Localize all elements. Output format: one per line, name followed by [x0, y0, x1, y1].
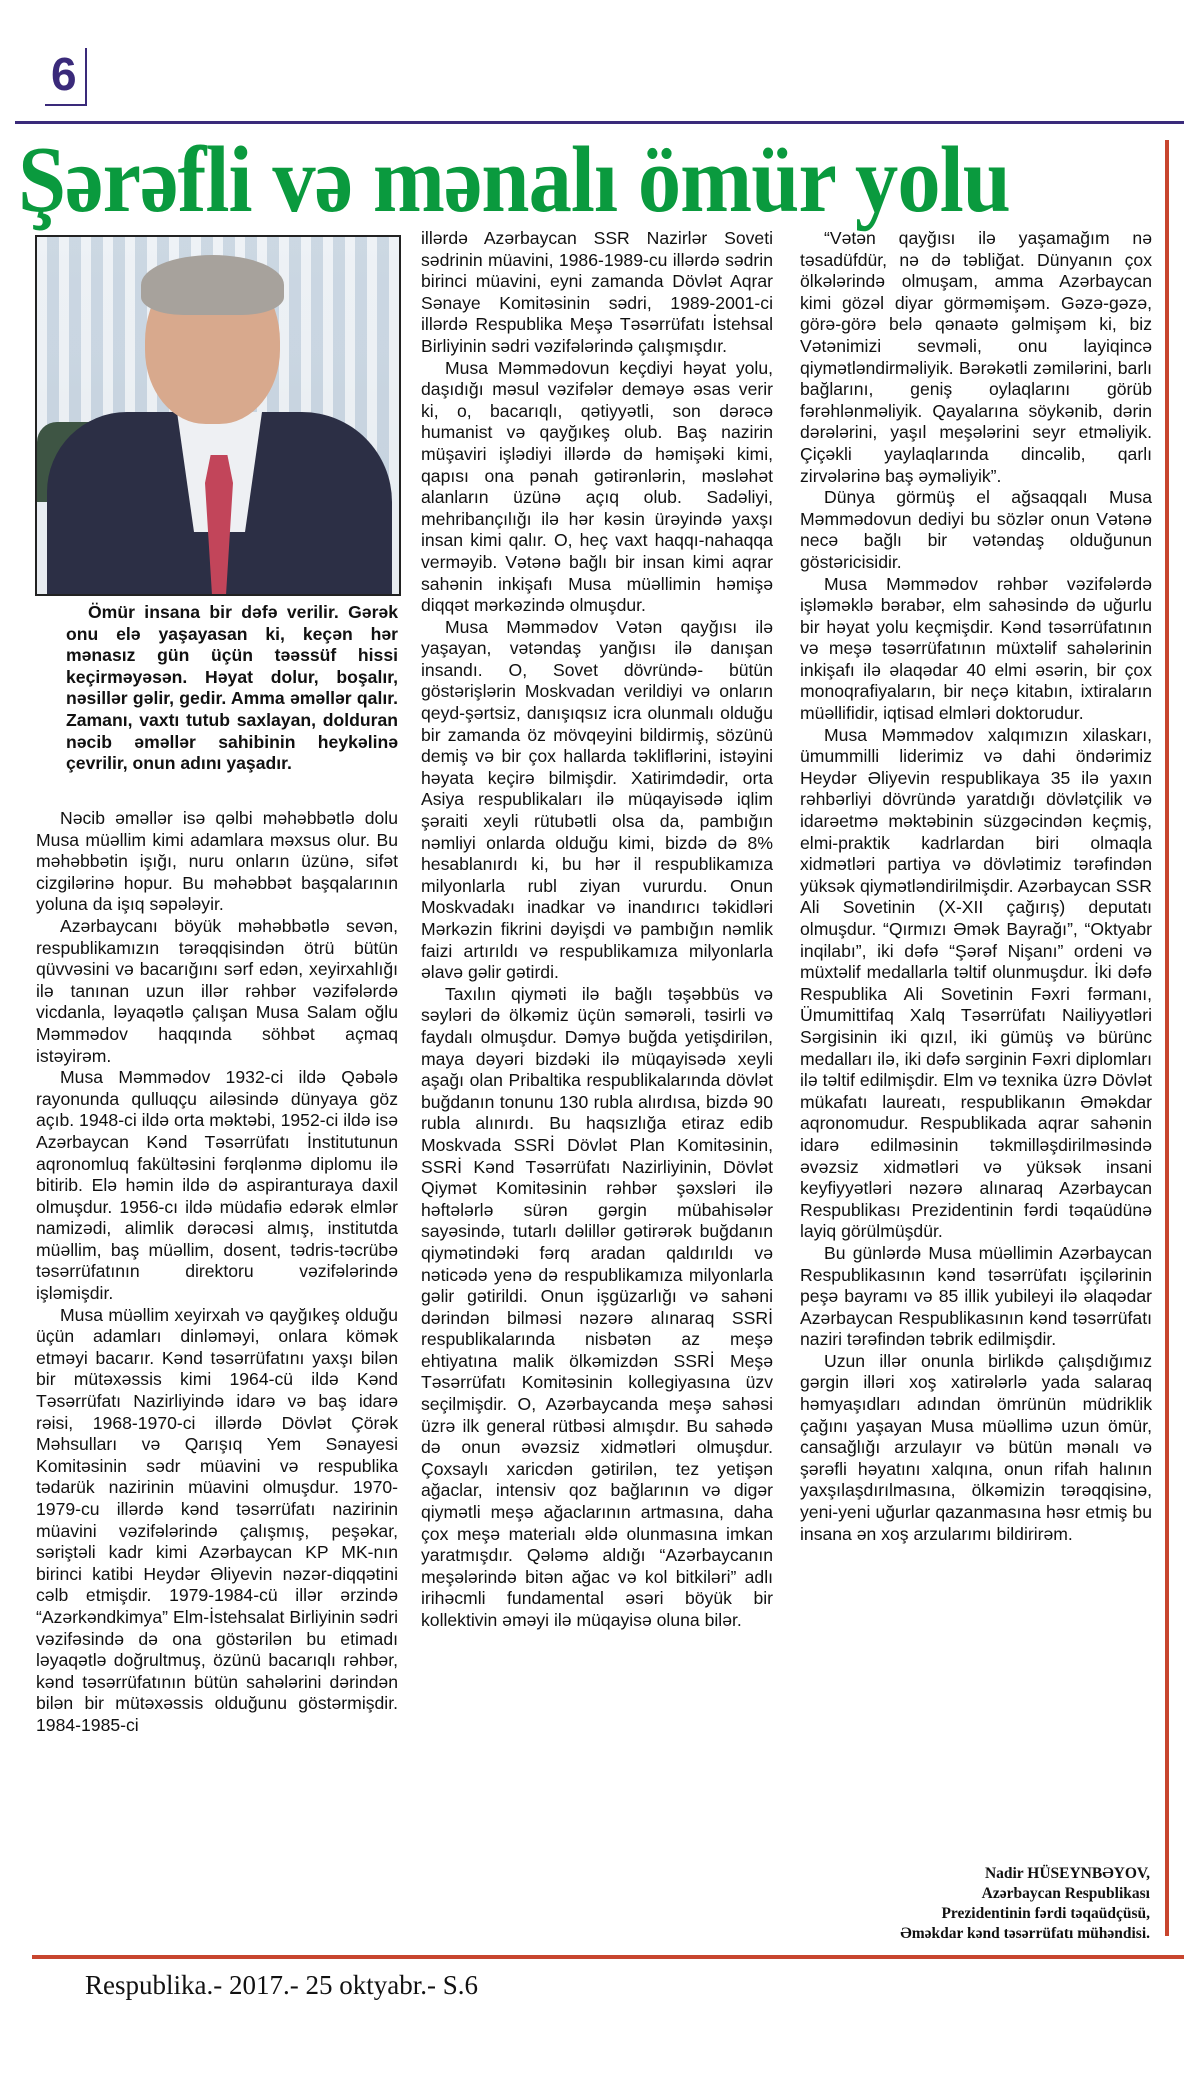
paragraph: Musa Məmmədovun keçdiyi həyat yolu, daşıdığı məsul vəzifələr deməyə əsas verir ki, o, bacarıqlı, qətiyyətli, son dərəcə humanist və qayğıkeş olub. Baş nazirin müşaviri işlədiyi illərdə də həmişəki kimi, qapısı ona pənah gətirənlərin, məsləhət alanların üzünə açıq olub. Sadəliyi, mehribançılığı ilə hər kəsin ürəyində yaxşı insan kimi qalır. O, heç vaxt haqqı-nahaqqa verməyib. Vətənə bağlı bir insan kimi aqrar sahənin inkişafı Musa müəllimin həmişə diqqət mərkəzində olmuşdur.: [421, 357, 773, 616]
portrait-photo: [35, 235, 401, 596]
right-accent-rule: [1165, 140, 1169, 1936]
pull-quote: [66, 602, 398, 775]
paragraph: Bu günlərdə Musa müəllimin Azərbaycan Respublikasının kənd təsərrüfatı işçilərinin peşə bayramı və 85 illik yubileyi ilə əlaqədar Azərbaycan Respublikasının kənd təsərrüfatı naziri tərəfindən təbrik edilmişdir.: [800, 1242, 1152, 1350]
paragraph: Musa Məmmədov Vətən qayğısı ilə yaşayan, vətəndaş yanğısı ilə danışan insandı. O, Sovet dövründə- bütün göstərişlərin Moskvadan verildiyi və onların qeyd-şərtsiz, danışıqsız icra olunmalı olduğu bir zamanda öz mövqeyini bildirmiş, sözünü demiş və bir çox hallarda təkliflərini, istəyini həyata keçirə bilmişdir. Xatirimdədir, orta Asiya respublikaları ilə müqayisədə iqlim şəraiti xeyli rütubətli olsa da, pambığın nəmliyi onlarda olduğu kimi, bizdə də 8% hesablanırdı ki, bu hər il respublikamıza milyonlarla rubl ziyan vururdu. Onun Moskvadakı inadkar və inandırıcı təkidləri Mərkəzin fikrini dəyişdi və pambığın nəmlik faizi artırıldı və respublikamıza milyonlarla əlavə gəlir gətirdi.: [421, 616, 773, 983]
top-divider: [15, 121, 1184, 124]
bottom-divider: [32, 1955, 1184, 1959]
paragraph: Uzun illər onunla birlikdə çalışdığımız gərgin illəri xoş xatirələrlə yada salaraq həmyaşıdları adından ömrünün müdriklik çağını yaşayan Musa müəllimə uzun ömür, cansağlığı arzulayır və bütün mənalı və şərəfli həyatını xalqına, onun rifah halının yaxşılaşdırılmasına, ölkəmizin tərəqqisinə, yeni-yeni uğurlar qazanmasına həsr etmiş bu insana ən xoş arzularımı bildirirəm.: [800, 1350, 1152, 1544]
page-number: 6: [45, 48, 87, 106]
paragraph: Musa Məmmədov rəhbər vəzifələrdə işləməklə bərabər, elm sahəsində də uğurlu bir həyat yolu keçmişdir. Kənd təsərrüfatının və meşə təsərrüfatının müxtəlif sahələrinin inkişafı ilə əlaqədar 40 elmi əsərin, bir çox monoqrafiyaların, bir neçə kitabın, ixtiraların müəllifidir, iqtisad elmləri doktorudur.: [800, 573, 1152, 724]
article-column-1: [36, 808, 398, 1737]
author-title-line: Əməkdar kənd təsərrüfatı mühəndisi.: [900, 1925, 1150, 1942]
author-title-line: Prezidentinin fərdi təqaüdçüsü,: [941, 1905, 1150, 1922]
author-name: Nadir HÜSEYNBƏYOV,: [984, 1865, 1150, 1882]
author-signature: [800, 1864, 1150, 1944]
paragraph: Taxılın qiyməti ilə bağlı təşəbbüs və səyləri də ölkəmiz üçün səmərəli, təsirli və faydalı olmuşdur. Dəmyə buğda yetişdirilən, maya dəyəri bizdəki ilə müqayisədə xeyli aşağı olan Pribaltika respublikalarında dövlət buğdanın tonunu 130 rubla alırdısa, bizdə 90 rubla alınırdı. Bu haqsızlığa etiraz edib Moskvada SSRİ Dövlət Plan Komitəsinin, SSRİ Kənd Təsərrüfatı Nazirliyinin, Dövlət Qiymət Komitəsinin rəhbər şəxsləri ilə həftələrlə sürən gərgin mübahisələr sayəsində, tutarlı dəlillər gətirərək buğdanın qiymətindəki fərq aradan qaldırıldı və nəticədə yenə də respublikamıza milyonlarla gəlir gətirildi. Onun işgüzarlığı və sahəni dərindən bilməsi nəzərə alınaraq SSRİ respublikalarında nisbətən az meşə ehtiyatına malik ölkəmizdən SSRİ Meşə Təsərrüfatı Komitəsinin kollegiyasına üzv seçilmişdir. O, Azərbaycanda meşə sahəsi üzrə ilk general rütbəsi almışdır. Bu sahədə də onun əvəzsiz xidmətləri olmuşdur. Çoxsaylı xaricdən gətirilən, tez yetişən ağaclar, intensiv qoz bağlarının və digər qiymətli meşə ağaclarının artmasına, daha çox meşə materialı əldə olunmasına imkan yaratmışdır. Qələmə aldığı “Azərbaycanın meşələrində bitən ağac və kol bitkiləri” adlı irihəcmli fundamental əsəri böyük bir kollektivin əməyi ilə müqayisə oluna bilər.: [421, 983, 773, 1630]
paragraph: Dünya görmüş el ağsaqqalı Musa Məmmədovun dediyi bu sözlər onun Vətənə necə bağlı bir vətəndaş olduğunun göstəricisidir.: [800, 487, 1152, 572]
pull-quote-text: Ömür insana bir dəfə verilir. Gərək onu elə yaşayasan ki, keçən hər mənasız gün üçün təəssüf hissi keçirməyəsən. Həyat dolur, boşalır, nəsillər gəlir, gedir. Amma əməllər qalır. Zamanı, vaxtı tutub saxlayan, dolduran nəcib əməllər sahibinin heykəlinə çevrilir, onun adını yaşadır.: [66, 602, 398, 774]
article-column-3: [800, 228, 1152, 1545]
paragraph: illərdə Azərbaycan SSR Nazirlər Soveti sədrinin müavini, 1986-1989-cu illərdə sədrin birinci müavini, eyni zamanda Dövlət Aqrar Sənaye Komitəsinin sədri, 1989-2001-ci illərdə Respublika Meşə Təsərrüfatı İstehsal Birliyinin sədri vəzifələrində çalışmışdır.: [421, 228, 773, 356]
photo-hair: [141, 255, 284, 315]
paragraph: Musa Məmmədov xalqımızın xilaskarı, ümummilli liderimiz və dahi öndərimiz Heydər Əliyevin respublikaya 35 ilə yaxın rəhbərliyi dövründə yaratdığı dövlətçilik və idarəetmə məktəbinin süzgəcindən keçmiş, elmi-praktik kadrlardan biri olmaqla xidmətləri partiya və dövlətimiz tərəfindən yüksək qiymətləndirilmişdir. Azərbaycan SSR Ali Sovetinin (X-XII çağırış) deputatı olmuşdur. “Qırmızı Əmək Bayrağı”, “Oktyabr inqilabı”, iki dəfə “Şərəf Nişanı” ordeni və müxtəlif medallarla təltif olunmuşdur. İki dəfə Respublika Ali Sovetinin Fəxri fərmanı, Ümumittifaq Xalq Təsərrüfatı Nailiyyətləri Sərgisinin iki qızıl, iki gümüş və bürünc medalları ilə, iki dəfə sərginin Fəxri diplomları ilə təltif edilmişdir. Elm və texnika üzrə Dövlət mükafatı laureatı, respublikanın Əməkdar aqronomudur. Respublikada aqrar sahənin idarə edilməsinin təkmilləşdirilməsində əvəzsiz xidmətləri və yüksək insani keyfiyyətləri nəzərə alınaraq Azərbaycan Respublikası Prezidentinin fərdi təqaüdünə layiq görülmüşdür.: [800, 724, 1153, 1242]
source-citation: Respublika.- 2017.- 25 oktyabr.- S.6: [85, 1970, 478, 2000]
author-title-line: Azərbaycan Respublikası: [981, 1885, 1150, 1902]
paragraph: Azərbaycanı böyük məhəbbətlə sevən, respublikamızın tərəqqisindən ötrü bütün qüvvəsini və bacarığını sərf edən, xeyirxahlığı ilə tanınan uzun illər rəhbər vəzifələrdə vicdanla, ləyaqətlə çalışan Musa Salam oğlu Məmmədov haqqında söhbət açmaq istəyirəm.: [36, 915, 398, 1066]
paragraph: Nəcib əməllər isə qəlbi məhəbbətlə dolu Musa müəllim kimi adamlara məxsus olur. Bu məhəbbətin işığı, nuru onların üzünə, sifət cizgilərinə hopur. Bu məhəbbət başqalarının yoluna da işıq səpələyir.: [36, 808, 398, 915]
paragraph: Musa Məmmədov 1932-ci ildə Qəbələ rayonunda qulluqçu ailəsində dünyaya göz açıb. 1948-ci ildə orta məktəbi, 1952-ci ildə isə Azərbaycan Kənd Təsərrüfatı İnstitutunun aqronomluq fakültəsini fərqlənmə diplomu ilə bitirib. Elə həmin ildə də aspiranturaya daxil olmuşdur. 1956-cı ildə müdafiə edərək elmlər namizədi, alimlik dərəcəsi almış, institutda müəllim, baş müəllim, dosent, tədris-təcrübə təsərrüfatının direktoru vəzifələrində işləmişdir.: [36, 1067, 398, 1304]
paragraph: Musa müəllim xeyirxah və qayğıkeş olduğu üçün adamları dinləməyi, onlara kömək etməyi bacarır. Kənd təsərrüfatını yaxşı bilən bir mütəxəssis kimi 1964-cü ildə Kənd Təsərrüfatı Nazirliyində idarə və baş idarə rəisi, 1968-1970-ci illərdə Dövlət Çörək Məhsulları və Qarışıq Yem Sənayesi Komitəsinin sədr müavini və respublika tədarük nazirinin müavini olmuşdur. 1970-1979-cu illərdə kənd təsərrüfatı nazirinin müavini vəzifələrində çalışmış, peşəkar, səriştəli kadr kimi Azərbaycan KP MK-nın birinci katibi Heydər Əliyevin nəzər-diqqətini cəlb etmişdir. 1979-1984-cü illər ərzində “Azərkəndkimya” Elm-İstehsalat Birliyinin sədri vəzifəsində də ona göstərilən bu etimadı ləyaqətlə doğrultmuş, özünü bacarıqlı rəhbər, kənd təsərrüfatının bütün sahələrini dərindən bilən bir mütəxəssis olduğunu göstərmişdir. 1984-1985-ci: [36, 1304, 398, 1735]
article-column-2: [421, 228, 773, 1632]
paragraph: “Vətən qayğısı ilə yaşamağım nə təsadüfdür, nə də təbliğat. Dünyanın çox ölkələrində olmuşam, amma Azərbaycan kimi gözəl diyar görməmişəm. Gəzə-gəzə, görə-görə belə qənaətə gəlmişəm ki, biz Vətənimizi sevməli, onu layiqincə qiymətləndirməliyik. Bərəkətli zəmilərini, barlı bağlarını, geniş oylaqlarını görüb fərəhlənməliyik. Qayalarına söykənib, dərin dərələrini, yaşıl meşələrini seyr etməliyik. Çiçəkli yaylaqlarında dincəlib, qarlı zirvələrinə baş əyməliyik”.: [800, 228, 1152, 486]
headline: Şərəfli və mənalı ömür yolu: [18, 128, 1010, 232]
